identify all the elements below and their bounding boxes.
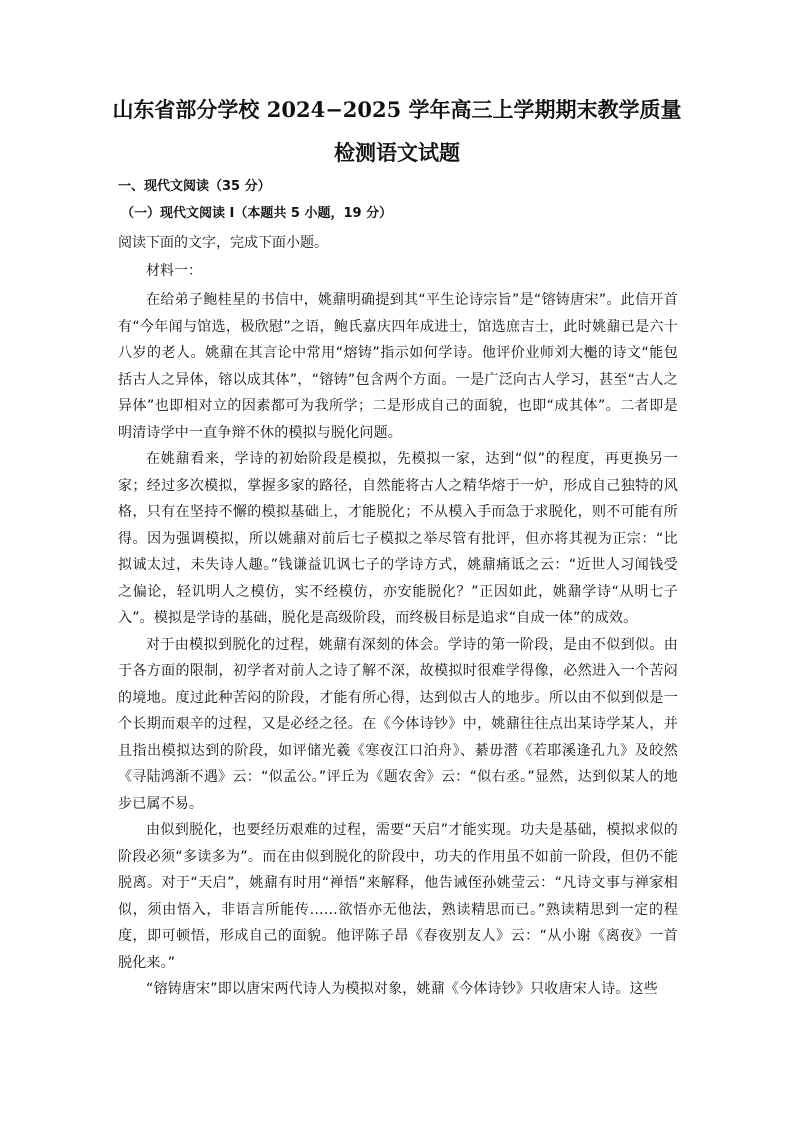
- material-label: 材料一：: [146, 263, 202, 279]
- subsection-heading: （一）现代文阅读 I（本题共 5 小题，19 分）: [121, 206, 393, 221]
- paragraph-3: 对于由模拟到脱化的过程，姚鼐有深刻的体会。学诗的第一阶段，是由不似到似。由于各方面的限制，初学者对前人之诗了解不深，故模拟时很难学得像，必然进入一个苦闷的境地。度过此种苦闷的阶段，才能有所心得，达到似古人的地步。所以由不似到似是一个长期而艰辛的过程，又是必经之径。在《今体诗钞》中，姚鼐往往点出某诗学某人，并且指出模拟达到的阶段，如评储光羲《寒夜江口泊舟》、綦毋潜《若耶溪逢孔九》及皎然《寻陆鸿渐不遇》云：“似孟公。”评丘为《题农舍》云：“似右丞。”显然，达到似某人的地步已属不易。: [118, 636, 678, 812]
- section-heading: 一、现代文阅读（35 分）: [118, 179, 271, 194]
- document-title-line-2: 检测语文试题: [334, 140, 460, 165]
- reading-instruction: 阅读下面的文字，完成下面小题。: [118, 235, 328, 251]
- document-title-line-1: 山东省部分学校 2024−2025 学年高三上学期期末教学质量: [112, 97, 682, 122]
- paragraph-1: 在给弟子鲍桂星的书信中，姚鼐明确提到其“平生论诗宗旨”是“镕铸唐宋”。此信开首有“今年闻与馆选，极欣慰”之语，鲍氏嘉庆四年成进士，馆选庶吉士，此时姚鼐已是六十八岁的老人。姚鼐在其言论中常用“熔铸”指示如何学诗。他评价业师刘大櫆的诗文“能包括古人之异体，镕以成其体”，“镕铸”包含两个方面。一是广泛向古人学习，甚至“古人之异体”也即相对立的因素都可为我所学；二是形成自己的面貌，也即“成其体”。二者即是明清诗学中一直争辩不休的模拟与脱化问题。: [118, 292, 678, 441]
- paragraph-4: 由似到脱化，也要经历艰难的过程，需要“天启”才能实现。功夫是基础，模拟求似的阶段必须“多读多为”。而在由似到脱化的阶段中，功夫的作用虽不如前一阶段，但仍不能脱离。对于“天启”，姚鼐有时用“禅悟”来解释，他告诫侄孙姚莹云：“凡诗文事与禅家相似，须由悟入，非语言所能传……欲悟亦无他法，熟读精思而已。”熟读精思到一定的程度，即可顿悟，形成自己的面貌。他评陈子昂《春夜别友人》云：“从小谢《离夜》一首脱化来。”: [118, 822, 678, 971]
- paragraph-2: 在姚鼐看来，学诗的初始阶段是模拟，先模拟一家，达到“似”的程度，再更换另一家；经过多次模拟，掌握多家的路径，自然能将古人之精华熔于一炉，形成自己独特的风格，只有在坚持不懈的模拟基础上，才能脱化；不从模入手而急于求脱化，则不可能有所得。因为强调模拟，所以姚鼐对前后七子模拟之举尽管有批评，但亦将其视为正宗：“比拟诚太过，未失诗人趣。”钱谦益讥讽七子的学诗方式，姚鼐痛诋之云：“近世人习闻钱受之偏论，轻讥明人之模仿，实不经模仿，亦安能脱化？”正因如此，姚鼐学诗“从明七子入”。模拟是学诗的基础，脱化是高级阶段，而终极目标是追求“自成一体”的成效。: [118, 451, 678, 626]
- paragraph-5: “镕铸唐宋”即以唐宋两代诗人为模拟对象，姚鼐《今体诗钞》只收唐宋人诗。这些: [146, 981, 658, 997]
- material-body: [118, 287, 678, 1003]
